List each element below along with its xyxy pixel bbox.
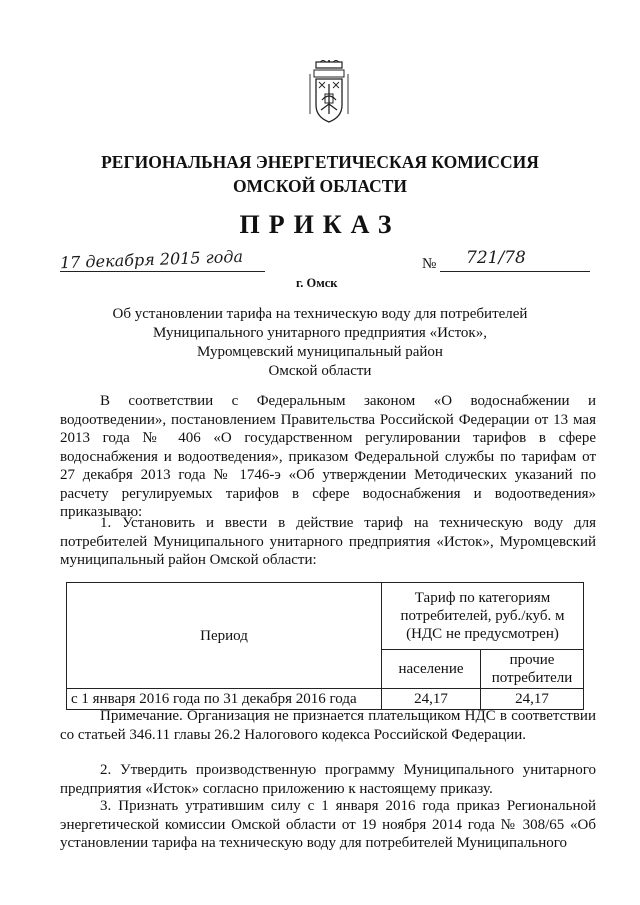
header-period: Период: [67, 583, 382, 689]
header-other-consumers: прочие потребители: [481, 650, 584, 689]
clause-1-paragraph: 1. Установить и ввести в действие тариф на техническую воду для потребителей Муниципального унитарного предприятия «Исток», Муромцевский муниципальный район Омской области:: [60, 515, 596, 568]
order-subject: [80, 305, 560, 381]
note-paragraph: Примечание. Организация не признается плательщиком НДС в соответствии со статьей 346.11 главы 26.2 Налогового кодекса Российской Федерации.: [60, 708, 596, 743]
subject-line-1: Об установлении тарифа на техническую воду для потребителей: [112, 306, 528, 322]
coat-of-arms-emblem: [308, 60, 350, 124]
clause-3-paragraph: 3. Признать утратившим силу с 1 января 2016 года приказ Региональной энергетической комиссии Омской области от 19 ноября 2014 года № 308/65 «Об установлении тарифа на техническую воду для потребителей Муниципального: [60, 798, 596, 851]
subject-line-2: Муниципального унитарного предприятия «Исток»,: [153, 325, 487, 341]
organization-name: [60, 150, 580, 198]
cell-period: с 1 января 2016 года по 31 декабря 2016 года: [67, 689, 382, 710]
document-type-title: ПРИКАЗ: [239, 210, 401, 239]
handwritten-document-number: 721/78: [466, 248, 526, 268]
cell-other: 24,17: [481, 689, 584, 710]
org-name-line-1: РЕГИОНАЛЬНАЯ ЭНЕРГЕТИЧЕСКАЯ КОМИССИЯ: [101, 152, 539, 172]
tariff-table: [66, 582, 584, 710]
number-underline: [440, 271, 590, 272]
subject-line-4: Омской области: [268, 363, 372, 379]
cell-population: 24,17: [382, 689, 481, 710]
handwritten-date: 17 декабря 2015 года: [59, 246, 244, 273]
city-label: г. Омск: [296, 276, 338, 290]
number-label: №: [422, 256, 437, 272]
preamble-paragraph: В соответствии с Федеральным законом «О водоснабжении и водоотведении», постановлением Правительства Российской Федерации от 13 мая 2013 года № 406 «О государственном регулировании тарифов в сфере водоснабжения и водоотведения», приказом Федеральной службы по тарифам от 27 декабря 2013 года № 1746-э «Об утверждении Методических указаний по расчету регулируемых тарифов в сфере водоснабжения и водоотведения» приказываю:: [60, 393, 596, 520]
clause-2-paragraph: 2. Утвердить производственную программу Муниципального унитарного предприятия «Исток» согласно приложению к настоящему приказу.: [60, 762, 596, 797]
header-tariff: Тариф по категориям потребителей, руб./куб. м (НДС не предусмотрен): [382, 583, 584, 650]
org-name-line-2: ОМСКОЙ ОБЛАСТИ: [232, 176, 408, 196]
subject-line-3: Муромцевский муниципальный район: [197, 344, 443, 360]
date-underline: [60, 271, 265, 272]
table-header-row: [67, 583, 584, 650]
header-population: население: [382, 650, 481, 689]
